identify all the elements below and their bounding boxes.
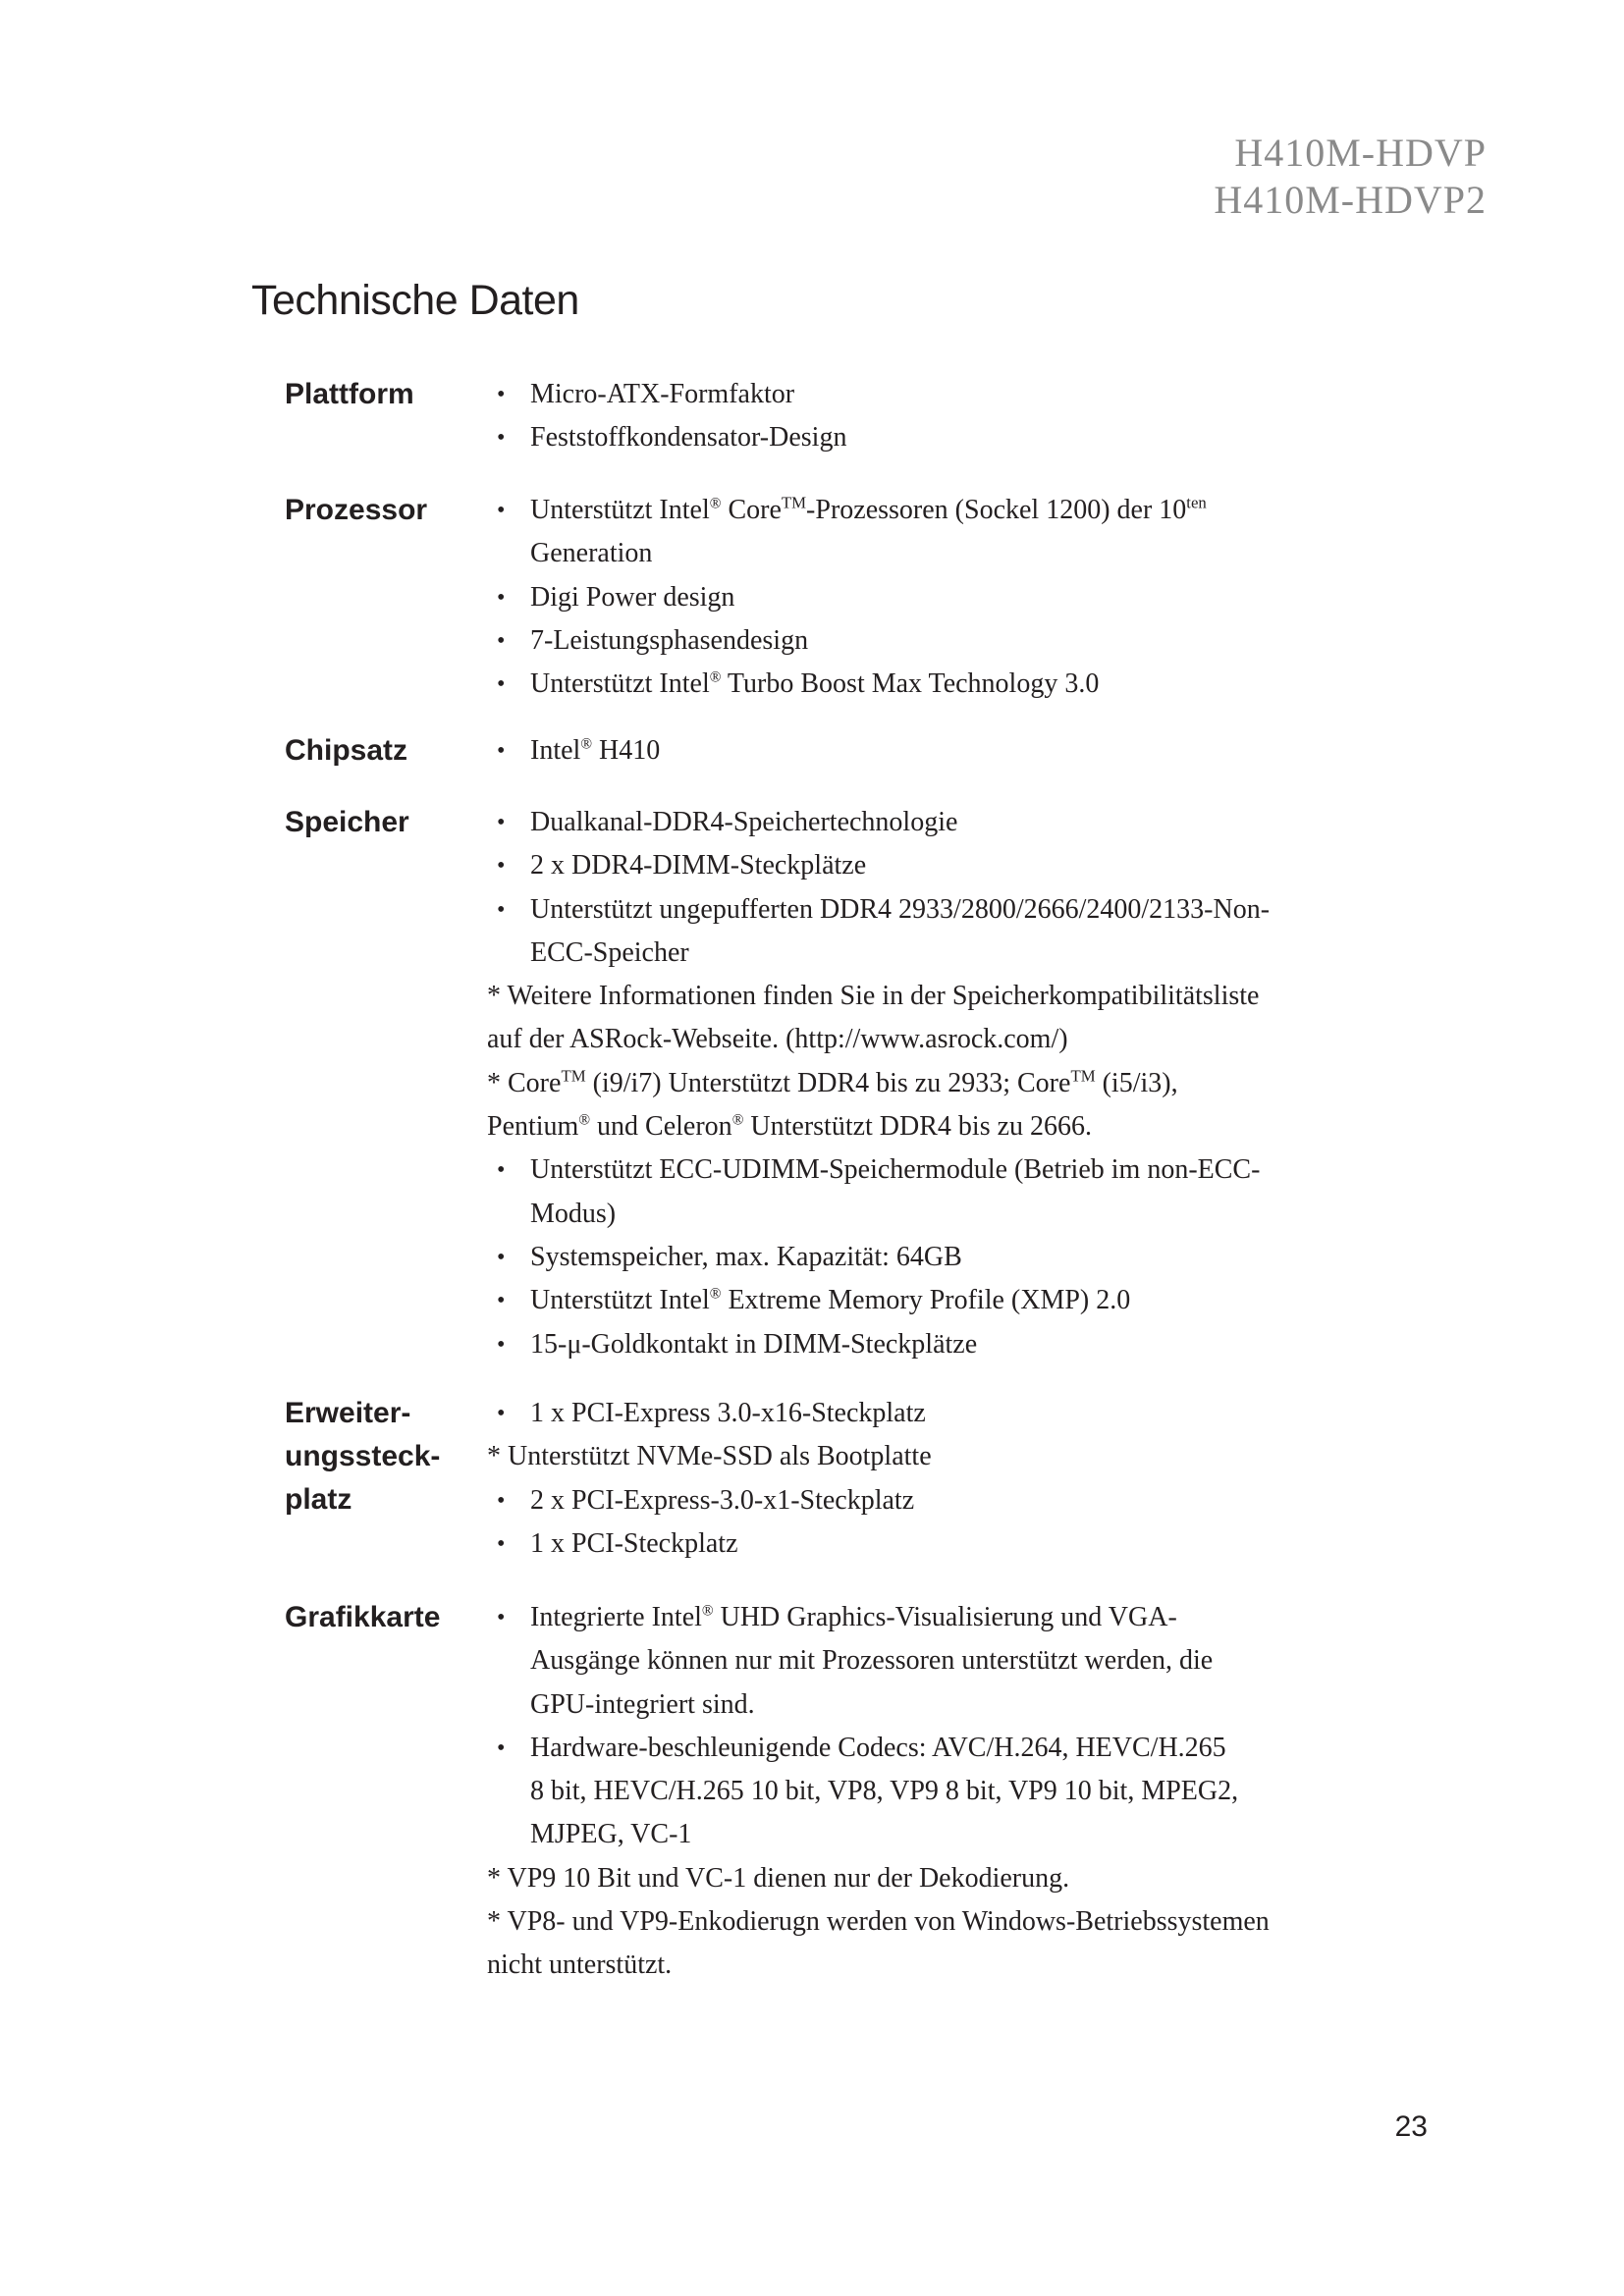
section-label: Grafikkarte	[285, 1601, 441, 1633]
list-item: • Systemspeicher, max. Kapazität: 64GB	[487, 1236, 1322, 1279]
list-item: • Micro-ATX-Formfaktor	[487, 373, 1322, 416]
list-item: • 15-μ-Goldkontakt in DIMM-Steckplätze	[487, 1323, 1322, 1366]
section-content	[487, 729, 1322, 773]
section-label: Speicher	[285, 806, 409, 838]
model-header	[1214, 130, 1487, 224]
footnote: * VP9 10 Bit und VC-1 dienen nur der Dekodierung.	[487, 1862, 1070, 1894]
list-item: • 2 x DDR4-DIMM-Steckplätze	[487, 844, 1322, 887]
list-item: • Feststoffkondensator-Design	[487, 416, 1322, 459]
section-content	[487, 489, 1322, 706]
section-label: Prozessor	[285, 494, 428, 526]
footnote: * Core™ (i9/i7) Unterstützt DDR4 bis zu 2933; Core™ (i5/i3), Pentium® und Celeron® Unterstützt DDR4 bis zu 2666.	[487, 1066, 1178, 1143]
model-name-2: H410M-HDVP2	[1214, 178, 1487, 222]
section-label: Erweiter- ungssteck- platz	[285, 1397, 441, 1516]
section-content	[487, 1596, 1322, 1988]
list-item: • Unterstützt Intel® Turbo Boost Max Technology 3.0	[487, 663, 1322, 706]
list-item: • Intel® H410	[487, 729, 1322, 773]
list-item: • Dualkanal-DDR4-Speichertechnologie	[487, 801, 1322, 844]
list-item: • Integrierte Intel® UHD Graphics-Visualisierung und VGA- Ausgänge können nur mit Prozessoren unterstützt werden, die GPU-integriert sind.	[487, 1596, 1322, 1727]
section-content	[487, 373, 1322, 460]
model-name-1: H410M-HDVP	[1234, 131, 1487, 175]
page-number: 23	[1394, 2110, 1428, 2143]
list-item: • 1 x PCI-Steckplatz	[487, 1522, 1322, 1566]
footnote: * VP8- und VP9-Enkodierugn werden von Windows-Betriebssystemen nicht unterstützt.	[487, 1906, 1270, 1981]
list-item: • Unterstützt ECC-UDIMM-Speichermodule (Betrieb im non-ECC- Modus)	[487, 1148, 1322, 1236]
list-item: • Unterstützt Intel® Extreme Memory Profile (XMP) 2.0	[487, 1279, 1322, 1322]
list-item: • Unterstützt ungepufferten DDR4 2933/2800/2666/2400/2133-Non- ECC-Speicher	[487, 888, 1322, 976]
section-content	[487, 1392, 1322, 1566]
section-content	[487, 801, 1322, 1366]
list-item: • 2 x PCI-Express-3.0-x1-Steckplatz	[487, 1479, 1322, 1522]
list-item: • Digi Power design	[487, 576, 1322, 619]
page-title: Technische Daten	[251, 277, 579, 324]
list-item: • Hardware-beschleunigende Codecs: AVC/H.264, HEVC/H.265 8 bit, HEVC/H.265 10 bit, VP8, VP9 8 bit, VP9 10 bit, MPEG2, MJPEG, VC-1	[487, 1727, 1322, 1857]
section-label: Chipsatz	[285, 734, 408, 767]
footnote: * Unterstützt NVMe-SSD als Bootplatte	[487, 1441, 932, 1472]
list-item: • 7-Leistungsphasendesign	[487, 619, 1322, 663]
footnote: * Weitere Informationen finden Sie in der Speicherkompatibilitätsliste auf der ASRock-Webseite. (http://www.asrock.com/)	[487, 981, 1260, 1055]
list-item: • Unterstützt Intel® Core™-Prozessoren (Sockel 1200) der $10^{ten}$ Generation	[487, 489, 1322, 576]
list-item: • 1 x PCI-Express 3.0-x16-Steckplatz	[487, 1392, 1322, 1435]
section-label: Plattform	[285, 378, 414, 410]
